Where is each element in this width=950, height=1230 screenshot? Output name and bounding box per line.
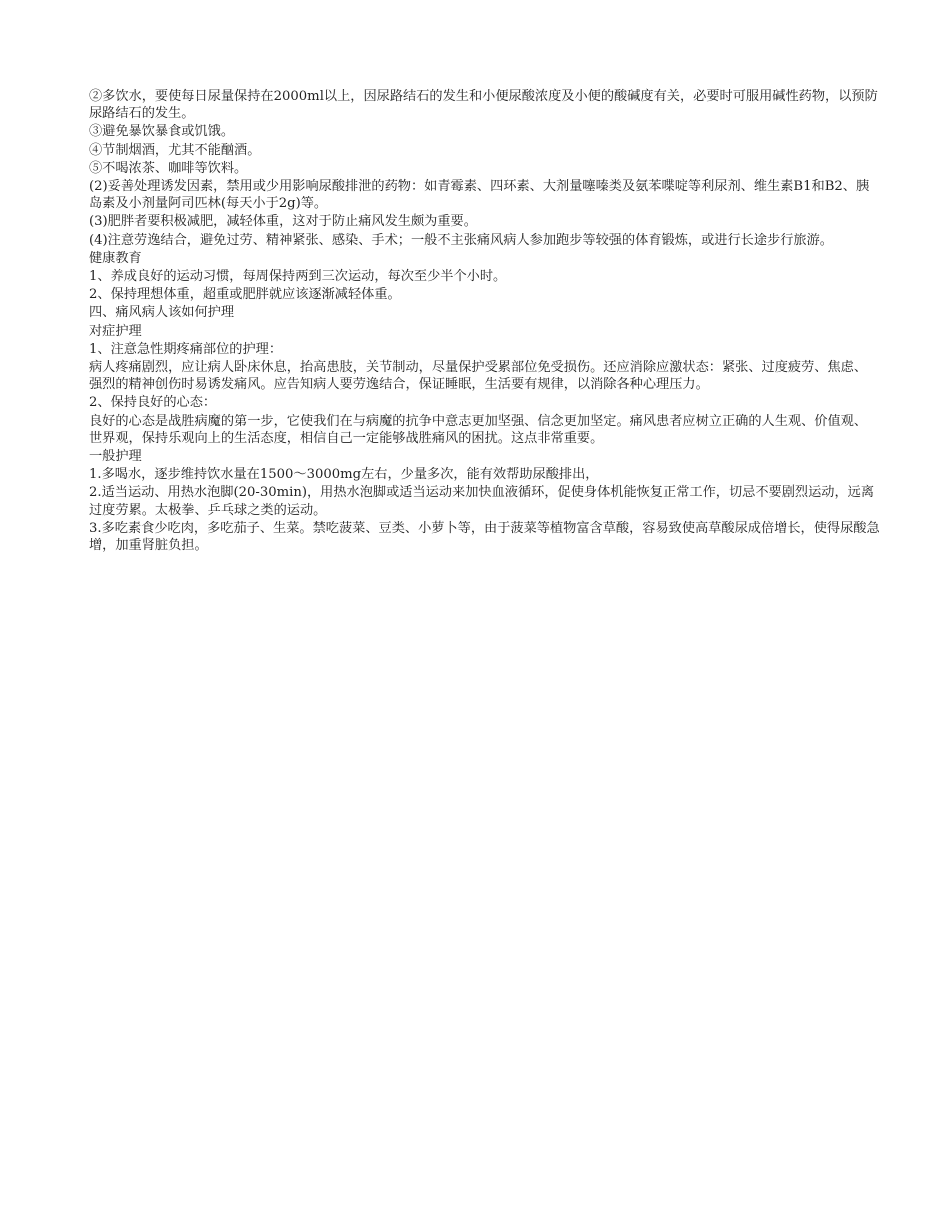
paragraph-exercise-habit: 1、养成良好的运动习惯，每周保持两到三次运动，每次至少半个小时。 xyxy=(89,269,507,285)
paragraph-acute-pain-care-title: 1、注意急性期疼痛部位的护理： xyxy=(89,341,283,357)
paragraph-inducing-factors: (2)妥善处理诱发因素，禁用或少用影响尿酸排泄的药物：如青霉素、四环素、大剂量噻嗪类及氨苯喋啶等利尿剂、维生素B1和B2、胰岛素及小剂量阿司匹林(每天小于2g)等。 xyxy=(89,179,870,212)
paragraph-mindset: 良好的心态是战胜病魔的第一步，它使我们在与病魔的抗争中意志更加坚强、信念更加坚定。痛风患者应树立正确的人生观、价值观、世界观，保持乐观向上的生活态度，相信自己一定能够战胜痛风的困扰。这点非常重要。 xyxy=(89,413,868,446)
paragraph-limit-alcohol: ④节制烟酒，尤其不能酗酒。 xyxy=(89,142,261,158)
paragraph-no-strong-tea: ⑤不喝浓茶、咖啡等饮料。 xyxy=(89,160,248,176)
paragraph-rest-balance: (4)注意劳逸结合，避免过劳、精神紧张、感染、手术；一般不主张痛风病人参加跑步等较强的体育锻炼，或进行长途步行旅游。 xyxy=(89,232,833,248)
paragraph-drink-more: 1.多喝水，逐步维持饮水量在1500～3000mg左右，少量多次，能有效帮助尿酸排出， xyxy=(89,467,599,483)
heading-general-care: 一般护理 xyxy=(89,449,142,465)
paragraph-weight-loss: (3)肥胖者要积极减肥，减轻体重，这对于防止痛风发生颇为重要。 xyxy=(89,214,477,230)
paragraph-moderate-exercise: 2.适当运动、用热水泡脚(20-30min)，用热水泡脚或适当运动来加快血液循环，促使身体机能恢复正常工作，切忌不要剧烈运动，远离过度劳累。太极拳、乒乓球之类的运动。 xyxy=(89,485,875,518)
paragraph-vegetarian-diet: 3.多吃素食少吃肉，多吃茄子、生菜。禁吃菠菜、豆类、小萝卜等，由于菠菜等植物富含草酸，容易致使高草酸尿成倍增长，使得尿酸急增，加重肾脏负担。 xyxy=(89,520,880,554)
paragraph-avoid-overeating: ③避免暴饮暴食或饥饿。 xyxy=(89,124,235,140)
paragraph-ideal-weight: 2、保持理想体重，超重或肥胖就应该逐渐减轻体重。 xyxy=(89,287,401,303)
heading-health-education: 健康教育 xyxy=(89,250,142,266)
heading-symptomatic-care: 对症护理 xyxy=(89,323,142,339)
heading-section-four: 四、痛风病人该如何护理 xyxy=(89,305,235,321)
paragraph-drink-water: ②多饮水，要使每日尿量保持在2000ml以上，因尿路结石的发生和小便尿酸浓度及小便的酸碱度有关，必要时可服用碱性药物，以预防尿路结石的发生。 xyxy=(89,89,878,122)
paragraph-mindset-title: 2、保持良好的心态： xyxy=(89,395,217,411)
paragraph-acute-pain-care: 病人疼痛剧烈，应让病人卧床休息，抬高患肢，关节制动，尽量保护受累部位免受损伤。还应消除应激状态：紧张、过度疲劳、焦虑、强烈的精神创伤时易诱发痛风。应告知病人要劳逸结合，保证睡眠，生活要有规律，以消除各种心理压力。 xyxy=(89,360,868,393)
